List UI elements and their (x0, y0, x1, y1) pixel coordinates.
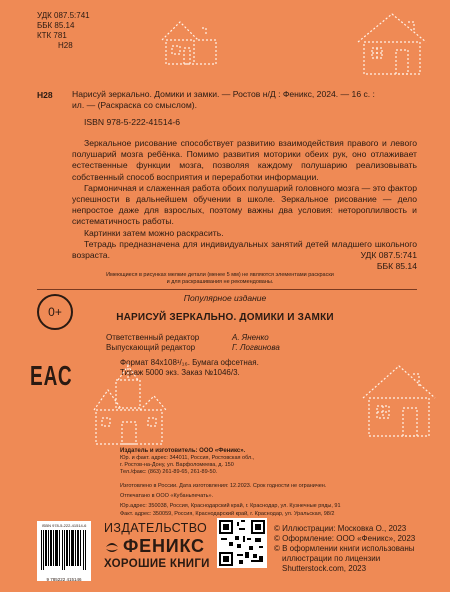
publisher-header: Издатель и изготовитель: ООО «Феникс». (120, 448, 246, 454)
annotation-udk: УДК 087.5:741 (360, 250, 417, 260)
notice-line-2: и для раскрашивания не рекомендованы. (166, 279, 274, 285)
eac-mark: ЕАС (30, 362, 73, 393)
bib-line-2: ил. — (Раскраска со смыслом). (72, 100, 197, 111)
annotation (72, 138, 417, 261)
publisher-phone: Тел./факс: (863) 261-89-65, 261-89-50. (120, 469, 218, 475)
publisher-address-1: Юр. и факт. адрес: 344011, Россия, Ростовская обл., (120, 455, 255, 461)
publisher-logo (104, 521, 222, 570)
publisher-info (120, 448, 360, 476)
print-run: Тираж 5000 экз. Заказ №1046/3. (120, 368, 240, 377)
issuing-editor-name: Г. Логвинова (232, 343, 280, 352)
brand-top: ИЗДАТЕЛЬСТВО (104, 521, 208, 535)
barcode-digits: 9 785222 415146 (46, 577, 82, 582)
dotted-house-icon (158, 18, 220, 66)
book-title: НАРИСУЙ ЗЕРКАЛЬНО. ДОМИКИ И ЗАМКИ (116, 312, 334, 323)
printer-legal-address: Юр.адрес: 350038, Россия, Краснодарский край, г. Краснодар, ул. Кузнечные ряды, 91 (120, 503, 341, 509)
udk-code: УДК 087.5:741 (37, 11, 90, 20)
issuing-editor-label: Выпускающий редактор (106, 343, 196, 352)
dotted-house-icon (352, 8, 440, 78)
annotation-p4: Тетрадь предназначена для индивидуальных занятий детей младшего школьного возраста. (72, 238, 417, 261)
copyrights (274, 524, 444, 574)
manufacture-date: Изготовлено в России. Дата изготовления: 12.2023. Срок годности не ограничен. (120, 483, 327, 489)
phoenix-logo-icon (104, 539, 120, 555)
editor-name: А. Яненко (232, 333, 269, 342)
bib-line-1: Нарисуй зеркально. Домики и замки. — Ростов н/Д : Феникс, 2024. — 16 с. : (72, 89, 375, 99)
book-format: Формат 84x108¹/₁₆. Бумага офсетная. (120, 358, 259, 367)
annotation-codes (300, 250, 417, 272)
brand-slogan: ХОРОШИЕ КНИГИ (104, 558, 210, 570)
catalog-block (37, 11, 90, 51)
annotation-p1: Зеркальное рисование способствует развитию взаимодействия правого и левого полушарий мозга ребёнка. Помимо развития моторики обеих рук, оно отлаживает естественные функции мозга, позволяя каждому полушарию реализовывать собственный способ восприятия и переработки информации. (72, 138, 417, 182)
printer-actual-address: Факт. адрес: 350059, Россия, Краснодарский край, г. Краснодар, ул. Уральская, 98/2 (120, 511, 335, 517)
dotted-house-icon (355, 358, 443, 440)
divider (37, 289, 417, 290)
barcode-isbn: ISBN 978-5-222-41514-6 (41, 523, 87, 528)
copyright-license-3: Shutterstock.com, 2023 (282, 564, 367, 573)
copyright-design: © Оформление: ООО «Феникс», 2023 (274, 534, 416, 543)
brand-name: ФЕНИКС (123, 536, 205, 556)
copyright-license-1: © В оформлении книги использованы (274, 544, 415, 553)
notice (70, 272, 370, 286)
annotation-p3: Картинки затем можно раскрасить. (84, 227, 224, 238)
dotted-castle-icon (88, 360, 170, 448)
notice-line-1: Имеющиеся в рисунках мелкие детали (менее 5 мм) не являются элементами раскраски (106, 272, 334, 278)
bibliography (72, 89, 412, 129)
annotation-bbk: ББК 85.14 (376, 261, 417, 272)
bbk-code: ББК 85.14 (37, 21, 75, 30)
copyright-illustrations: © Иллюстрации: Московка О., 2023 (274, 524, 407, 533)
annotation-p2: Гармоничная и слаженная работа обоих полушарий головного мозга — это фактор успешности в дальнейшем обучении в школе. Зеркальное рисование — дело непростое даже для взрослых, поэтому важны два условия: нетороплилвость и систематичность работы. (72, 182, 417, 227)
isbn: ISBN 978-5-222-41514-6 (84, 117, 181, 128)
qr-code-icon[interactable] (217, 518, 267, 568)
author-mark: Н28 (58, 41, 73, 50)
edition-type: Популярное издание (183, 293, 267, 303)
barcode (37, 521, 91, 581)
bib-mark: Н28 (37, 90, 53, 100)
copyright-license-2: иллюстрации по лицензии (282, 554, 381, 563)
editor-label: Ответственный редактор (106, 333, 200, 342)
barcode-bars-icon (37, 528, 91, 572)
publisher-address-2: г. Ростов-на-Дону, ул. Варфоломеева, д. 150 (120, 462, 234, 468)
ktk-code: КТК 781 (37, 31, 67, 40)
printer: Отпечатано в ООО «Кубаньпечать». (120, 493, 214, 499)
age-rating-badge: 0+ (37, 294, 73, 330)
